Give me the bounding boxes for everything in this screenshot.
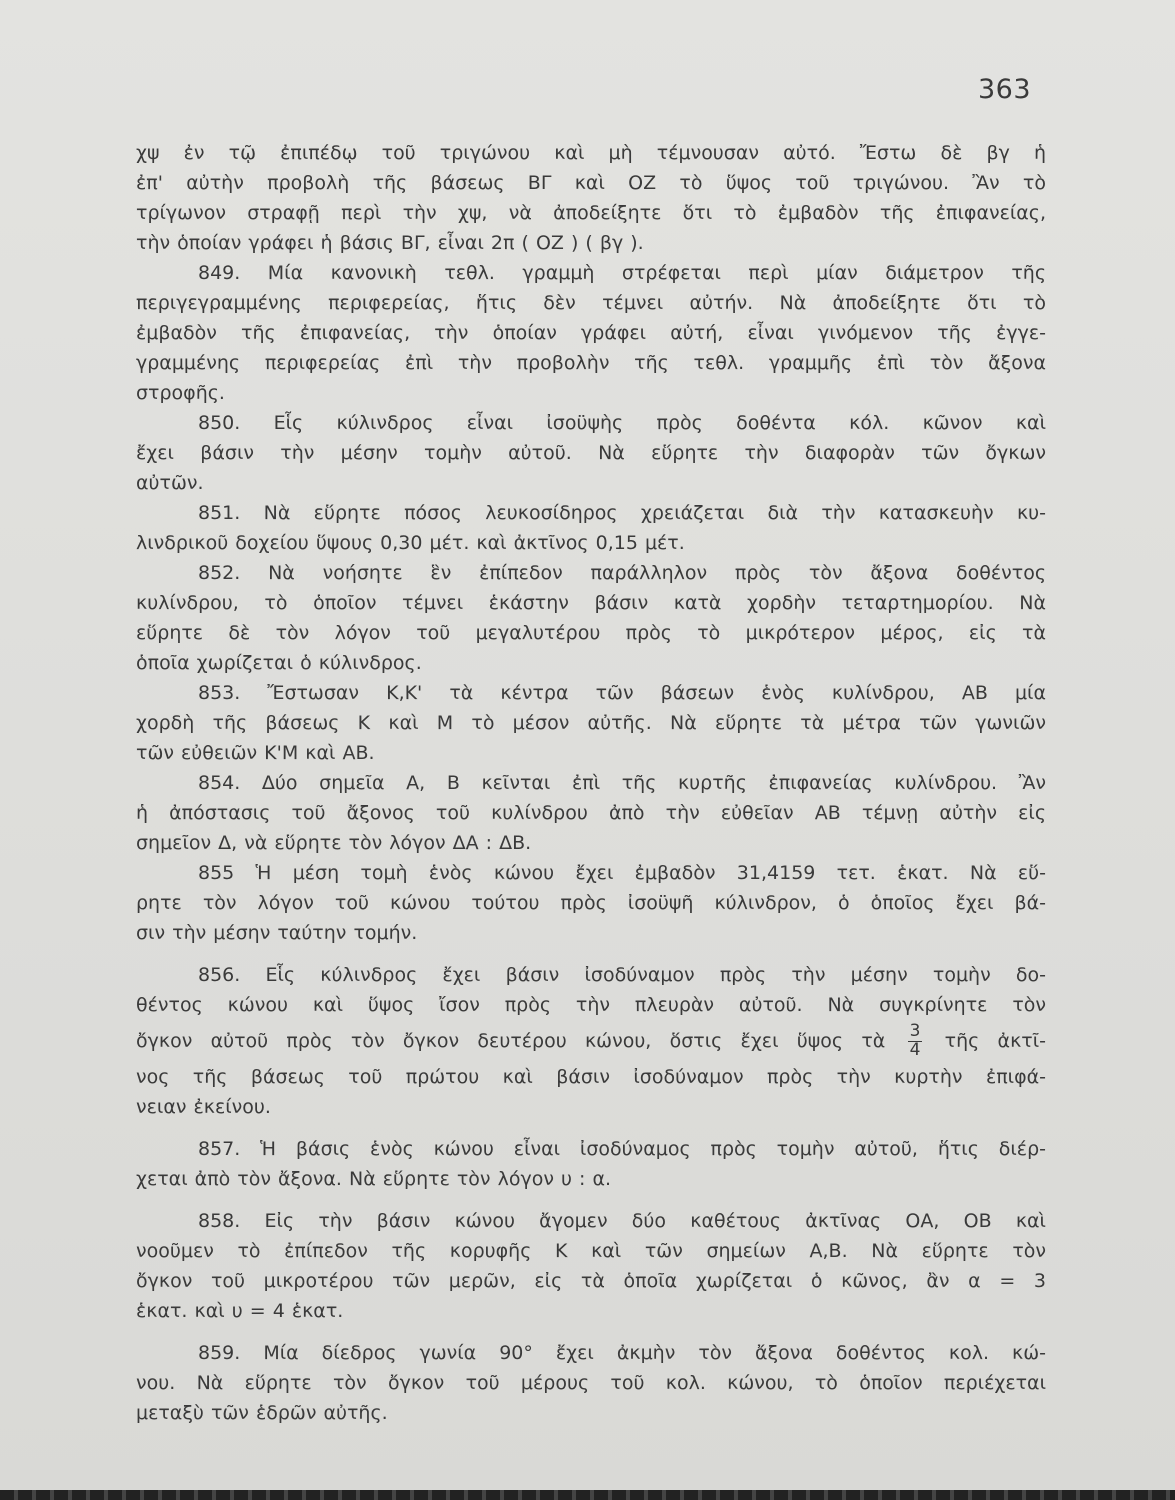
problem-857 (136, 1134, 1046, 1194)
text-line: 857. Ἡ βάσις ἑνὸς κώνου εἶναι ἰσοδύναμος πρὸς τομὴν αὐτοῦ, ἥτις διέρ- (198, 1138, 1046, 1160)
text-line: 858. Εἰς τὴν βάσιν κώνου ἄγομεν δύο καθέτους ἀκτῖνας ΟΑ, ΟΒ καὶ (198, 1210, 1046, 1232)
text-line: μεταξὺ τῶν ἑδρῶν αὐτῆς. (136, 1402, 388, 1424)
problem-858 (136, 1206, 1046, 1326)
fraction-line-text: ὄγκον αὐτοῦ πρὸς τὸν ὄγκον δευτέρου κώνου, ὅστις ἔχει ὕψος τὰ (136, 1030, 886, 1052)
text-line: ρητε τὸν λόγον τοῦ κώνου τούτου πρὸς ἰσοϋψῆ κύλινδρον, ὁ ὁποῖος ἔχει βά- (136, 892, 1046, 914)
problem-859 (136, 1338, 1046, 1428)
fraction-numerator: 3 (909, 1021, 921, 1042)
text-body (136, 138, 1046, 1428)
text-line: ἡ ἀπόστασις τοῦ ἄξονος τοῦ κυλίνδρου ἀπὸ τὴν εὐθεῖαν ΑΒ τέμνῃ αὐτὴν εἰς (136, 802, 1046, 824)
text-line: νειαν ἐκείνου. (136, 1096, 271, 1118)
text-line: ὁποῖα χωρίζεται ὁ κύλινδρος. (136, 652, 422, 674)
text-line: περιγεγραμμένης περιφερείας, ἥτις δὲν τέμνει αὐτήν. Νὰ ἀποδείξητε ὅτι τὸ (136, 292, 1046, 314)
text-line: τῶν εὐθειῶν Κ'Μ καὶ ΑΒ. (136, 742, 375, 764)
spacer (136, 1326, 1046, 1338)
text-line: 854. Δύο σημεῖα Α, Β κεῖνται ἐπὶ τῆς κυρτῆς ἐπιφανείας κυλίνδρου. Ἂν (198, 772, 1046, 794)
text-line: τὴν ὁποίαν γράφει ἡ βάσις ΒΓ, εἶναι 2π ( ΟΖ ) ( βγ ). (136, 232, 644, 254)
text-line-with-fraction (136, 1020, 1046, 1062)
page-bottom-edge (0, 1490, 1175, 1500)
text-line: σημεῖον Δ, νὰ εὕρητε τὸν λόγον ΔΑ : ΔΒ. (136, 832, 532, 854)
text-line: θέντος κώνου καὶ ὕψος ἴσον πρὸς τὴν πλευρὰν αὐτοῦ. Νὰ συγκρίνητε τὸν (136, 994, 1046, 1016)
continuation-paragraph (136, 138, 1046, 258)
text-line: 853. Ἔστωσαν Κ,Κ' τὰ κέντρα τῶν βάσεων ἑνὸς κυλίνδρου, ΑΒ μία (198, 682, 1046, 704)
problem-851 (136, 498, 1046, 558)
text-line: χορδὴ τῆς βάσεως Κ καὶ Μ τὸ μέσον αὐτῆς. Νὰ εὕρητε τὰ μέτρα τῶν γωνιῶν (136, 712, 1046, 734)
text-line: ἐπ' αὐτὴν προβολὴ τῆς βάσεως ΒΓ καὶ ΟΖ τὸ ὕψος τοῦ τριγώνου. Ἂν τὸ (136, 172, 1046, 194)
text-line: 849. Μία κανονικὴ τεθλ. γραμμὴ στρέφεται περὶ μίαν διάμετρον τῆς (198, 262, 1046, 284)
problem-856 (136, 960, 1046, 1122)
text-line: σιν τὴν μέσην ταύτην τομήν. (136, 922, 418, 944)
text-line: 851. Νὰ εὕρητε πόσος λευκοσίδηρος χρειάζεται διὰ τὴν κατασκευὴν κυ- (198, 502, 1046, 524)
problem-850 (136, 408, 1046, 498)
text-line: νοοῦμεν τὸ ἐπίπεδον τῆς κορυφῆς Κ καὶ τῶν σημείων Α,Β. Νὰ εὕρητε τὸν (136, 1240, 1046, 1262)
problem-849 (136, 258, 1046, 408)
fraction-three-quarters (908, 1023, 923, 1060)
spacer (136, 948, 1046, 960)
problem-854 (136, 768, 1046, 858)
text-line: 856. Εἷς κύλινδρος ἔχει βάσιν ἰσοδύναμον πρὸς τὴν μέσην τομὴν δο- (198, 964, 1046, 986)
text-line: αὐτῶν. (136, 472, 204, 494)
text-line: ἔχει βάσιν τὴν μέσην τομὴν αὐτοῦ. Νὰ εὕρητε τὴν διαφορὰν τῶν ὄγκων (136, 442, 1046, 464)
text-line: 850. Εἷς κύλινδρος εἶναι ἰσοϋψὴς πρὸς δοθέντα κόλ. κῶνον καὶ (198, 412, 1046, 434)
text-line: 855 Ἡ μέση τομὴ ἑνὸς κώνου ἔχει ἐμβαδὸν 31,4159 τετ. ἑκατ. Νὰ εὕ- (198, 862, 1046, 884)
spacer (136, 1122, 1046, 1134)
text-line: ἐμβαδὸν τῆς ἐπιφανείας, τὴν ὁποίαν γράφει αὐτή, εἶναι γινόμενον τῆς ἐγγε- (136, 322, 1046, 344)
text-line: νου. Νὰ εὕρητε τὸν ὄγκον τοῦ μέρους τοῦ κολ. κώνου, τὸ ὁποῖον περιέχεται (136, 1372, 1046, 1394)
problem-853 (136, 678, 1046, 768)
text-line: λινδρικοῦ δοχείου ὕψους 0,30 μέτ. καὶ ἀκτῖνος 0,15 μέτ. (136, 532, 685, 554)
text-line: τρίγωνον στραφῇ περὶ τὴν χψ, νὰ ἀποδείξητε ὅτι τὸ ἐμβαδὸν τῆς ἐπιφανείας, (136, 202, 1046, 224)
text-line: κυλίνδρου, τὸ ὁποῖον τέμνει ἑκάστην βάσιν κατὰ χορδὴν τεταρτημορίου. Νὰ (136, 592, 1046, 614)
text-line: ὄγκον τοῦ μικροτέρου τῶν μερῶν, εἰς τὰ ὁποῖα χωρίζεται ὁ κῶνος, ἂν α = 3 (136, 1270, 1046, 1292)
text-line: νος τῆς βάσεως τοῦ πρώτου καὶ βάσιν ἰσοδύναμον πρὸς τὴν κυρτὴν ἐπιφά- (136, 1066, 1046, 1088)
text-line: χεται ἀπὸ τὸν ἄξονα. Νὰ εὕρητε τὸν λόγον υ : α. (136, 1168, 612, 1190)
spacer (136, 1194, 1046, 1206)
fraction-denominator: 4 (909, 1040, 921, 1060)
text-line: ἑκατ. καὶ υ = 4 ἑκατ. (136, 1300, 344, 1322)
problem-855 (136, 858, 1046, 948)
page-number: 363 (978, 74, 1032, 105)
text-line: 852. Νὰ νοήσητε ἓν ἐπίπεδον παράλληλον πρὸς τὸν ἄξονα δοθέντος (198, 562, 1046, 584)
text-line: στροφῆς. (136, 382, 225, 404)
text-line: χψ ἐν τῷ ἐπιπέδῳ τοῦ τριγώνου καὶ μὴ τέμνουσαν αὐτό. Ἔστω δὲ βγ ἡ (136, 142, 1046, 164)
problem-852 (136, 558, 1046, 678)
fraction-line-text: τῆς ἀκτῖ- (944, 1030, 1046, 1052)
text-line: 859. Μία δίεδρος γωνία 90° ἔχει ἀκμὴν τὸν ἄξονα δοθέντος κολ. κώ- (198, 1342, 1046, 1364)
text-line: εὕρητε δὲ τὸν λόγον τοῦ μεγαλυτέρου πρὸς τὸ μικρότερον μέρος, εἰς τὰ (136, 622, 1046, 644)
text-line: γραμμένης περιφερείας ἐπὶ τὴν προβολὴν τῆς τεθλ. γραμμῆς ἐπὶ τὸν ἄξονα (136, 352, 1046, 374)
